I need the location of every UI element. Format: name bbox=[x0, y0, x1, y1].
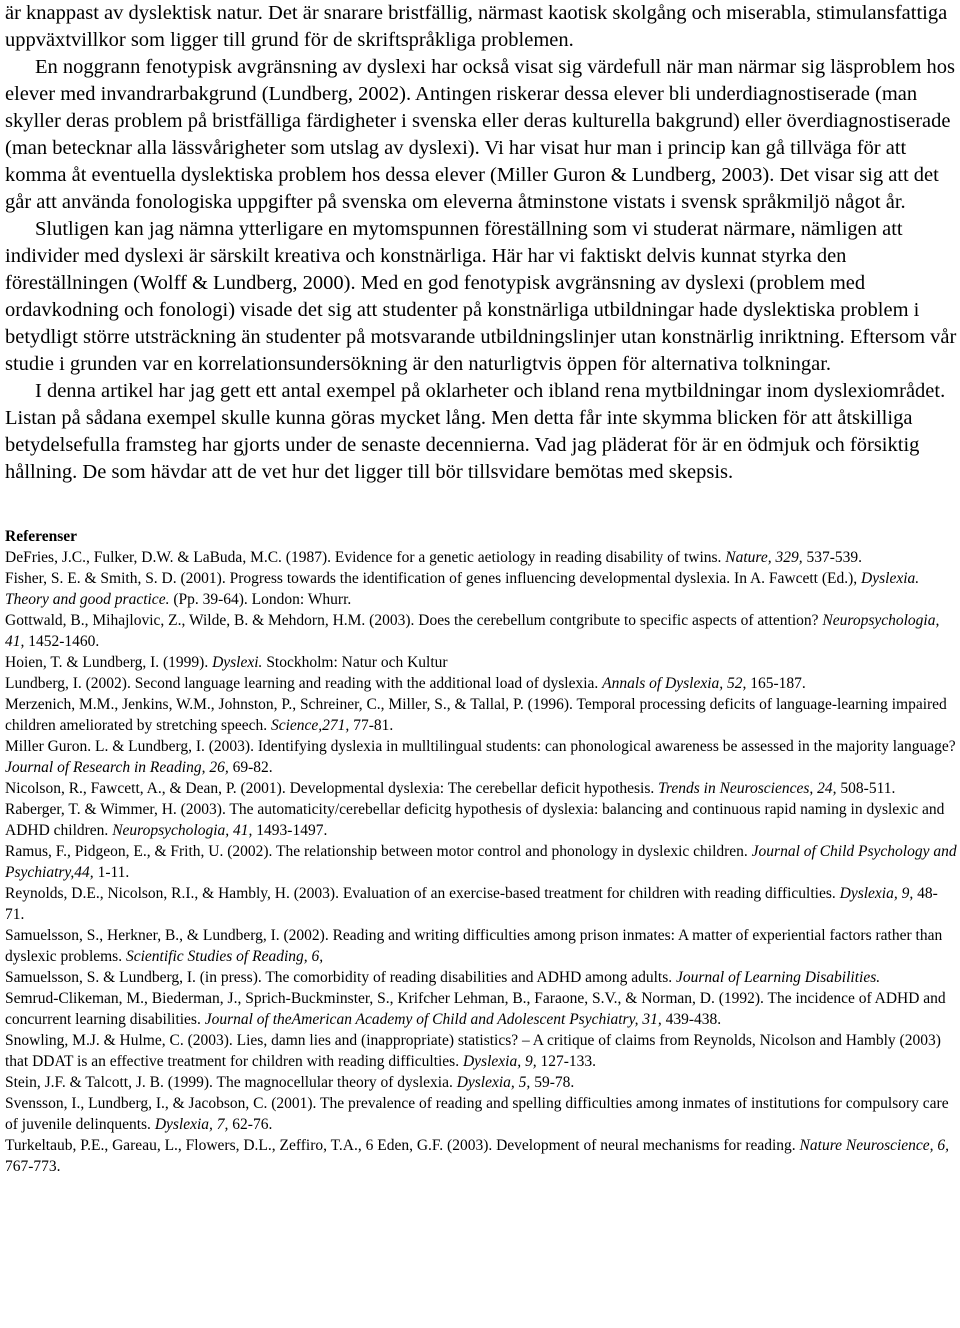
reference-entry bbox=[5, 883, 957, 925]
references-section bbox=[5, 526, 957, 1177]
reference-text: 62-76. bbox=[228, 1116, 273, 1133]
reference-text: Ramus, F., Pidgeon, E., & Frith, U. (2002). The relationship between motor control and phonology in dyslexic children. bbox=[5, 843, 752, 860]
reference-entry bbox=[5, 673, 957, 694]
reference-text: Samuelsson, S. & Lundberg, I. (in press). The comorbidity of reading disabilities and ADHD among adults. bbox=[5, 969, 677, 986]
reference-entry bbox=[5, 988, 957, 1030]
reference-text: 508-511. bbox=[836, 780, 896, 797]
reference-entry bbox=[5, 736, 957, 778]
reference-text: Merzenich, M.M., Jenkins, W.M., Johnston, P., Schreiner, C., Miller, S., & Tallal, P. (1996). Temporal processing deficits of language-learning impaired children ameliorated by stretching speech. bbox=[5, 696, 947, 734]
reference-entry bbox=[5, 547, 957, 568]
reference-entry bbox=[5, 1072, 957, 1093]
reference-text: Samuelsson, S., Herkner, B., & Lundberg, I. (2002). Reading and writing difficulties among prison inmates: A matter of experiential factors rather than dyslexic problems. bbox=[5, 927, 943, 965]
reference-source: Trends in Neurosciences, 24, bbox=[658, 780, 837, 797]
reference-text: 439-438. bbox=[661, 1011, 722, 1028]
reference-text: DeFries, J.C., Fulker, D.W. & LaBuda, M.C. (1987). Evidence for a genetic aetiology in reading disability of twins. bbox=[5, 549, 726, 566]
reference-text: Semrud-Clikeman, M., Biederman, J., Sprich-Buckminster, S., Krifcher Lehman, B., Faraone, S.V., & Norman, D. (1992). The incidence of ADHD and concurrent learning disabilities. bbox=[5, 990, 946, 1028]
reference-source: Nature, 329, bbox=[725, 549, 803, 566]
reference-entry bbox=[5, 1093, 957, 1135]
reference-source: Journal of Child Psychology and Psychiatry,44, bbox=[5, 843, 957, 881]
reference-source: Journal of Learning Disabilities. bbox=[676, 969, 881, 986]
paragraph-1 bbox=[5, 0, 957, 54]
reference-text: 77-81. bbox=[349, 717, 394, 734]
reference-source: Dyslexia, 7, bbox=[154, 1116, 229, 1133]
reference-text: 1452-1460. bbox=[24, 633, 100, 650]
paragraph-3 bbox=[5, 216, 957, 378]
reference-text: Stein, J.F. & Talcott, J. B. (1999). The magnocellular theory of dyslexia. bbox=[5, 1074, 457, 1091]
reference-text: Snowling, M.J. & Hulme, C. (2003). Lies, damn lies and (inappropriate) statistics? – A critique of claims from Reynolds, Nicolson and Hambly (2003) that DDAT is an effective treatment for children with reading difficulties. bbox=[5, 1032, 941, 1070]
reference-entry bbox=[5, 568, 957, 610]
reference-source: Science,271, bbox=[270, 717, 350, 734]
reference-entry bbox=[5, 1135, 957, 1177]
reference-text: 537-539. bbox=[802, 549, 863, 566]
reference-source: Journal of Research in Reading, 26, bbox=[5, 759, 229, 776]
reference-source: Annals of Dyslexia, 52, bbox=[602, 675, 747, 692]
paragraph-text: är knappast av dyslektisk natur. Det är snarare bristfällig, närmast kaotisk skolgång och miserabla, stimulansfattiga uppväxtvillkor som ligger till grund för de skriftspråkliga problemen. bbox=[5, 2, 948, 51]
reference-entry bbox=[5, 1030, 957, 1072]
paragraph-text: I denna artikel har jag gett ett antal exempel på oklarheter och ibland rena mytbildningar inom dyslexiområdet. Listan på sådana exempel skulle kunna göras mycket lång. Men detta får inte skymma blicken för att åtskilliga betydelsefulla framsteg har gjorts under de senaste decennierna. Vad jag pläderat för är en ödmjuk och försiktig hållning. De som hävdar att de vet hur det ligger till bör tillsvidare bemötas med skepsis. bbox=[5, 380, 946, 483]
reference-source: Nature Neuroscience, 6, bbox=[799, 1137, 950, 1154]
reference-source: Dyslexia. Theory and good practice. bbox=[5, 570, 920, 608]
reference-text: Stockholm: Natur och Kultur bbox=[262, 654, 448, 671]
body-text bbox=[5, 0, 957, 486]
reference-source: Dyslexia, 9, bbox=[839, 885, 914, 902]
reference-text: 767-773. bbox=[5, 1158, 61, 1175]
paragraph-text: Slutligen kan jag nämna ytterligare en mytomspunnen föreställning som vi studerat närmare, nämligen att individer med dyslexi är särskilt kreativa och konstnärliga. Här har vi faktiskt delvis kunnat styrka den föreställningen (Wolff & Lundberg, 2000). Med en god fenotypisk avgränsning av dyslexi (problem med ordavkodning och fonologi) visade det sig att studenter på konstnärliga utbildningar hade dyslektiska problem i betydligt större utsträckning än studenter på motsvarande utbildningslinjer utan konstnärlig inriktning. Eftersom vår studie i grunden var en korrelationsundersökning är den naturligtvis öppen för alternativa tolkningar. bbox=[5, 218, 957, 375]
reference-text: Fisher, S. E. & Smith, S. D. (2001). Progress towards the identification of genes influencing developmental dyslexia. In A. Fawcett (Ed.), bbox=[5, 570, 862, 587]
references-heading: Referenser bbox=[5, 528, 78, 545]
paragraph-2 bbox=[5, 54, 957, 216]
reference-text: 127-133. bbox=[536, 1053, 597, 1070]
reference-text: Raberger, T. & Wimmer, H. (2003). The automaticity/cerebellar deficitg hypothesis of dyslexia: balancing and continuous rapid naming in dyslexic and ADHD children. bbox=[5, 801, 945, 839]
reference-entry bbox=[5, 967, 957, 988]
reference-text: 69-82. bbox=[228, 759, 273, 776]
reference-text: 59-78. bbox=[530, 1074, 575, 1091]
reference-source: Dyslexia, 5, bbox=[456, 1074, 531, 1091]
reference-source: Neuropsychologia, 41, bbox=[112, 822, 253, 839]
reference-source: Neuropsychologia, 41, bbox=[5, 612, 940, 650]
reference-text: Hoien, T. & Lundberg, I. (1999). bbox=[5, 654, 213, 671]
reference-source: Dyslexia, 9, bbox=[462, 1053, 537, 1070]
reference-entry bbox=[5, 925, 957, 967]
reference-text: Turkeltaub, P.E., Gareau, L., Flowers, D.L., Zeffiro, T.A., 6 Eden, G.F. (2003). Development of neural mechanisms for reading. bbox=[5, 1137, 800, 1154]
reference-text: 1493-1497. bbox=[252, 822, 328, 839]
reference-source: Scientific Studies of Reading, 6, bbox=[125, 948, 324, 965]
reference-text: Svensson, I., Lundberg, I., & Jacobson, C. (2001). The prevalence of reading and spelling difficulties among inmates of institutions for compulsory care of juvenile delinquents. bbox=[5, 1095, 949, 1133]
reference-text: Gottwald, B., Mihajlovic, Z., Wilde, B. & Mehdorn, H.M. (2003). Does the cerebellum contgribute to specific aspects of attention? bbox=[5, 612, 823, 629]
reference-entry bbox=[5, 778, 957, 799]
paragraph-4 bbox=[5, 378, 957, 486]
document-page bbox=[5, 0, 957, 1177]
reference-text: 1-11. bbox=[93, 864, 130, 881]
reference-text: Nicolson, R., Fawcett, A., & Dean, P. (2001). Developmental dyslexia: The cerebellar deficit hypothesis. bbox=[5, 780, 659, 797]
reference-entry bbox=[5, 841, 957, 883]
reference-source: Dyslexi. bbox=[212, 654, 263, 671]
reference-text: 165-187. bbox=[746, 675, 806, 692]
reference-text: (Pp. 39-64). London: Whurr. bbox=[169, 591, 352, 608]
reference-text: Miller Guron. L. & Lundberg, I. (2003). Identifying dyslexia in mulltilingual students: can phonological awareness be assessed in the majority language? bbox=[5, 738, 956, 755]
reference-text: Reynolds, D.E., Nicolson, R.I., & Hambly, H. (2003). Evaluation of an exercise-based treatment for children with reading difficulties. bbox=[5, 885, 840, 902]
reference-entry bbox=[5, 610, 957, 652]
reference-source: Journal of theAmerican Academy of Child and Adolescent Psychiatry, 31, bbox=[204, 1011, 662, 1028]
reference-text: Lundberg, I. (2002). Second language learning and reading with the additional load of dyslexia. bbox=[5, 675, 603, 692]
reference-list bbox=[5, 547, 957, 1177]
reference-entry bbox=[5, 652, 957, 673]
reference-entry bbox=[5, 694, 957, 736]
reference-entry bbox=[5, 799, 957, 841]
reference-text: 48-71. bbox=[5, 885, 938, 923]
paragraph-text: En noggrann fenotypisk avgränsning av dyslexi har också visat sig värdefull när man närmar sig läsproblem hos elever med invandrarbakgrund (Lundberg, 2002). Antingen riskerar dessa elever bli underdiagnostiserade (man skyller deras problem på bristfälliga färdigheter i svenska eller deras kulturella bakgrund) eller överdiagnostiserade (man betecknar alla lässvårigheter som utslag av dyslexi). Vi har visat hur man i princip kan gå tillväga för att komma åt eventuella dyslektiska problem hos dessa elever (Miller Guron & Lundberg, 2003). Det visar sig att det går att använda fonologiska uppgifter på svenska om eleverna åtminstone vistats i svensk språkmiljö något år. bbox=[5, 56, 955, 213]
